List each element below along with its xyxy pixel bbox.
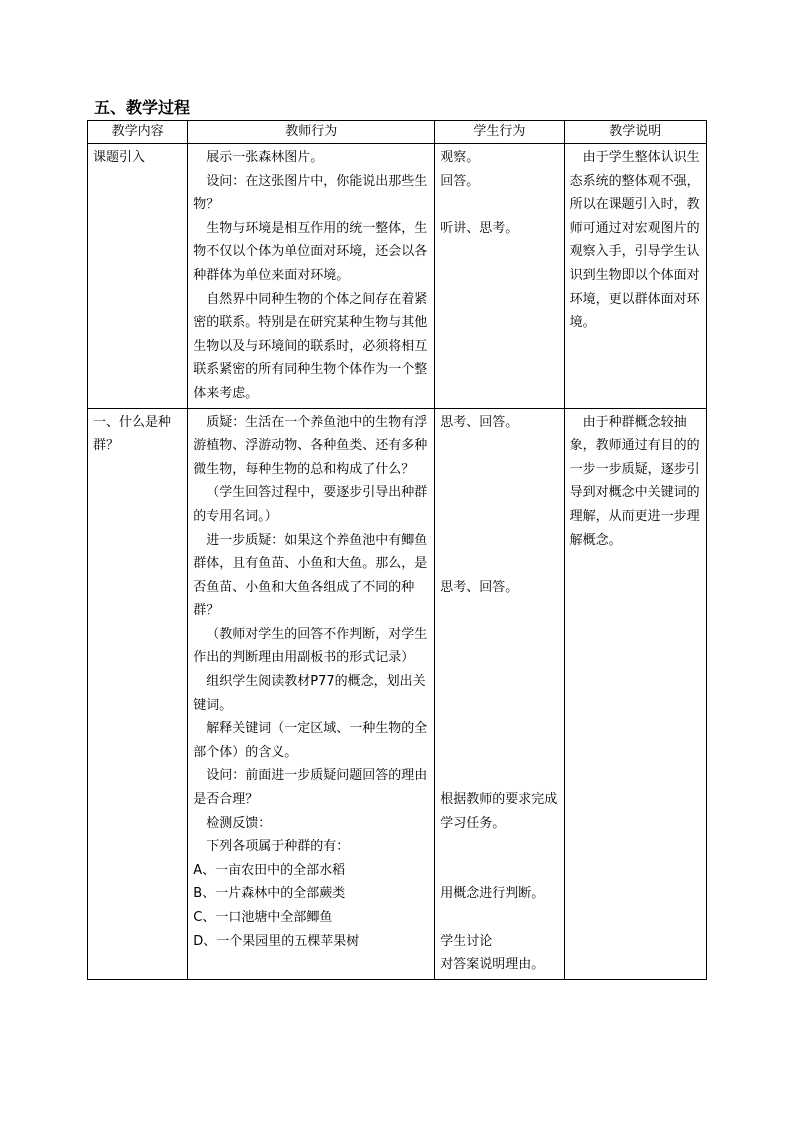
- row1-note-text: 由于学生整体认识生态系统的整体观不强，所以在课题引入时，教师可通过对宏观图片的观察入手，引导学生认识到生物即以个体面对环境，更以群体面对环境。: [569, 150, 700, 331]
- header-note: 教学说明: [564, 121, 706, 144]
- row2-student-4: 用概念进行判断。: [440, 886, 545, 902]
- row2-teacher-p1: 质疑：生活在一个养鱼池中的生物有浮游植物、浮游动物、各种鱼类、还有多种微生物，每种生物的总和构成了什么？: [193, 414, 428, 477]
- row2-teacher-p4: （教师对学生的回答不作判断，对学生作出的判断理由用副板书的形式记录）: [193, 626, 428, 666]
- row1-teacher-p4: 自然界中同种生物的个体之间存在着紧密的联系。特别是在研究某种生物与其他生物以及与环境间的联系时，必须将相互联系紧密的所有同种生物个体作为一个整体来考虑。: [193, 291, 428, 401]
- row1-content-text: 课题引入: [93, 150, 146, 165]
- spacer: [440, 505, 558, 529]
- row2-content-text: 一、什么是种群？: [93, 414, 172, 454]
- row1-teacher-p1: 展示一张森林图片。: [206, 150, 324, 165]
- row2-teacher-p6: 解释关键词（一定区域、一种生物的全部个体）的含义。: [193, 721, 428, 760]
- row2-student: [435, 408, 564, 979]
- row1-student-1: 观察。: [440, 150, 480, 165]
- row1-student-2: 回答。: [440, 173, 480, 189]
- row1-student: [435, 144, 564, 409]
- table-row-population: [88, 408, 707, 979]
- teaching-process-table: [87, 120, 707, 980]
- spacer: [440, 741, 558, 765]
- row2-option-c: C、一口池塘中全部鲫鱼: [193, 910, 333, 925]
- row2-student-5: 学生讨论: [440, 933, 493, 949]
- row2-note-text: 由于种群概念较抽象，教师通过有目的的一步一步质疑，逐步引导到对概念中关键词的理解，从而更进一步理解概念。: [569, 414, 700, 548]
- row2-option-a: A、一亩农田中的全部水稻: [193, 862, 346, 878]
- spacer: [440, 906, 558, 930]
- row2-teacher-p3: 进一步质疑：如果这个养鱼池中有鲫鱼群体，且有鱼苗、小鱼和大鱼。那么，是否鱼苗、小鱼和大鱼各组成了不同的种群？: [193, 532, 428, 619]
- row2-teacher-p7: 设问：前面进一步质疑问题回答的理由是否合理？: [193, 768, 428, 808]
- row2-teacher-p5: 组织学生阅读教材P77的概念，划出关键词。: [193, 674, 426, 713]
- spacer: [440, 193, 558, 217]
- row1-content: [88, 144, 188, 409]
- row1-teacher-p3: 生物与环境是相互作用的统一整体，生物不仅以个体为单位面对环境，还会以各种群体为单位来面对环境。: [193, 220, 428, 283]
- row2-teacher: [188, 408, 435, 979]
- section-title: 五、教学过程: [94, 98, 191, 117]
- header-teacher: 教师行为: [188, 121, 435, 144]
- spacer: [440, 717, 558, 741]
- row2-teacher-p2: （学生回答过程中，要逐步引导出种群的专用名词。）: [193, 485, 428, 524]
- row2-note: [564, 408, 706, 979]
- row2-teacher-p9: 下列各项属于种群的有：: [206, 839, 350, 855]
- row2-content: [88, 408, 188, 979]
- table-row-intro: [88, 144, 707, 409]
- table-header-row: [88, 121, 707, 144]
- header-content: 教学内容: [88, 121, 188, 144]
- header-student: 学生行为: [435, 121, 564, 144]
- row2-student-1: 思考、回答。: [440, 414, 519, 430]
- row1-note: [564, 144, 706, 409]
- row2-option-b: B、一片森林中的全部蕨类: [193, 886, 346, 902]
- row2-student-6: 对答案说明理由。: [440, 957, 545, 973]
- spacer: [440, 458, 558, 482]
- spacer: [440, 434, 558, 458]
- spacer: [440, 764, 558, 788]
- spacer: [440, 670, 558, 694]
- row1-teacher-p2: 设问：在这张图片中，你能说出那些生物？: [193, 173, 428, 213]
- spacer: [440, 835, 558, 859]
- spacer: [440, 694, 558, 718]
- row2-teacher-p8: 检测反馈：: [206, 815, 272, 831]
- row2-student-2: 思考、回答。: [440, 579, 519, 595]
- spacer: [440, 859, 558, 883]
- row2-student-3: 根据教师的要求完成学习任务。: [440, 792, 558, 831]
- spacer: [440, 552, 558, 576]
- row1-teacher: [188, 144, 435, 409]
- spacer: [440, 599, 558, 623]
- spacer: [440, 529, 558, 553]
- spacer: [440, 623, 558, 647]
- row2-option-d: D、一个果园里的五棵苹果树: [193, 933, 360, 949]
- spacer: [440, 646, 558, 670]
- row1-student-3: 听讲、思考。: [440, 220, 519, 236]
- spacer: [440, 481, 558, 505]
